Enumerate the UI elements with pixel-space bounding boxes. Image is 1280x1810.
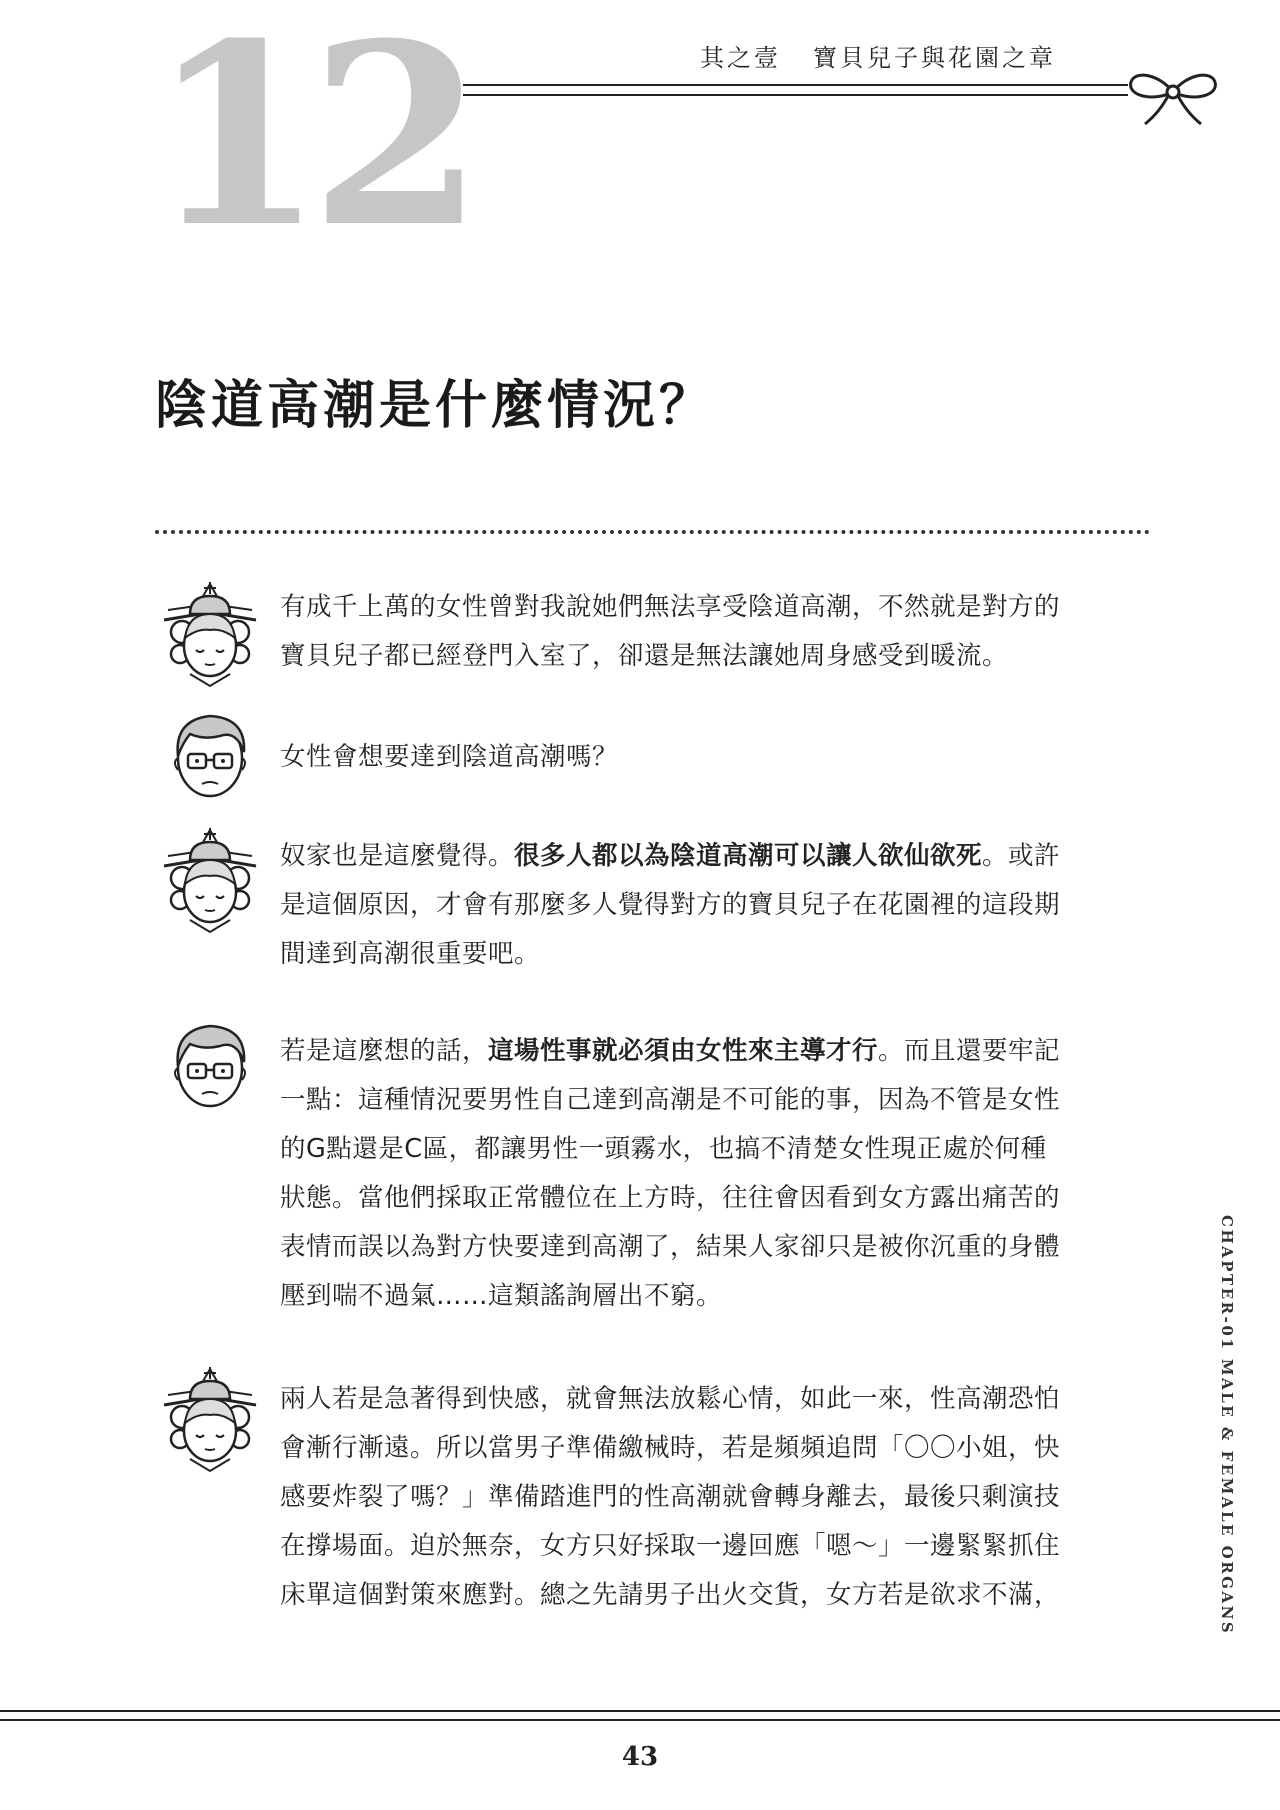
text-line: 寶貝兒子都已經登門入室了，卻還是無法讓她周身感受到暖流。 (280, 641, 1009, 671)
text-run: 。而且還要牢記 (878, 1036, 1061, 1066)
chapter-side-label: CHAPTER-01 MALE & FEMALE ORGANS (1218, 1215, 1236, 1636)
text-line: 在撐場面。迫於無奈，女方只好採取一邊回應「嗯～」一邊緊緊抓住 (280, 1531, 1061, 1561)
text-line: 壓到喘不過氣……這類謠詢層出不窮。 (280, 1281, 723, 1311)
article-title: 陰道高潮是什麼情況？ (155, 375, 716, 436)
text-line: 會漸行漸遠。所以當男子準備繳械時，若是頻頻追問「〇〇小姐，快 (280, 1433, 1061, 1463)
text-line: 床單這個對策來應對。總之先請男子出火交貨，女方若是欲求不滿， (280, 1580, 1061, 1610)
emphasis-text: 很多人都以為陰道高潮可以讓人欲仙欲死 (514, 841, 983, 871)
text-line: 感要炸裂了嗎？」準備踏進門的性高潮就會轉身離去，最後只剩演技 (280, 1482, 1061, 1512)
dialogue-block-4 (280, 1027, 1150, 1321)
dialogue-block-5 (280, 1375, 1150, 1620)
ribbon-bow-icon (1125, 52, 1221, 130)
text-line: 間達到高潮很重要吧。 (280, 939, 541, 969)
page-number: 43 (621, 1742, 659, 1772)
emphasis-text: 這場性事就必須由女性來主導才行 (488, 1036, 879, 1066)
dotted-divider (155, 530, 1150, 534)
section-label: 其之壹 (700, 44, 781, 72)
courtesan-avatar-icon (160, 1365, 260, 1475)
text-line: 狀態。當他們採取正常體位在上方時，往往會因看到女方露出痛苦的 (280, 1183, 1061, 1213)
text-run: 若是這麼想的話， (280, 1036, 489, 1066)
text-line: 表情而誤以為對方快要達到高潮了，結果人家卻只是被你沉重的身體 (280, 1232, 1061, 1262)
doctor-avatar-icon (160, 1010, 260, 1120)
text-line: 兩人若是急著得到快感，就會無法放鬆心情，如此一來，性高潮恐怕 (280, 1384, 1061, 1414)
chapter-title: 寶貝兒子與花園之章 (813, 44, 1056, 72)
text-run: 。或許 (982, 841, 1061, 871)
courtesan-avatar-icon (160, 580, 260, 690)
dialogue-block-2 (280, 733, 1150, 782)
chapter-number: 12 (150, 0, 470, 282)
text-line: 一點：這種情況要男性自己達到高潮是不可能的事，因為不管是女性 (280, 1085, 1061, 1115)
text-line: 女性會想要達到陰道高潮嗎？ (280, 742, 619, 772)
text-run: 奴家也是這麼覺得。 (280, 841, 515, 871)
footer-double-rule (0, 1710, 1280, 1721)
text-line (280, 1027, 1150, 1076)
text-line (280, 832, 1150, 881)
text-line: 是這個原因，才會有那麼多人覺得對方的寶貝兒子在花園裡的這段期 (280, 890, 1061, 920)
dialogue-block-3 (280, 832, 1150, 979)
running-header (700, 38, 1056, 73)
doctor-avatar-icon (160, 700, 260, 810)
text-line: 有成千上萬的女性曾對我說她們無法享受陰道高潮，不然就是對方的 (280, 592, 1061, 622)
header-double-rule (463, 84, 1128, 96)
text-line: 的G點還是C區，都讓男性一頭霧水，也搞不清楚女性現正處於何種 (280, 1134, 1047, 1164)
dialogue-block-1 (280, 583, 1150, 681)
courtesan-avatar-icon (160, 826, 260, 936)
